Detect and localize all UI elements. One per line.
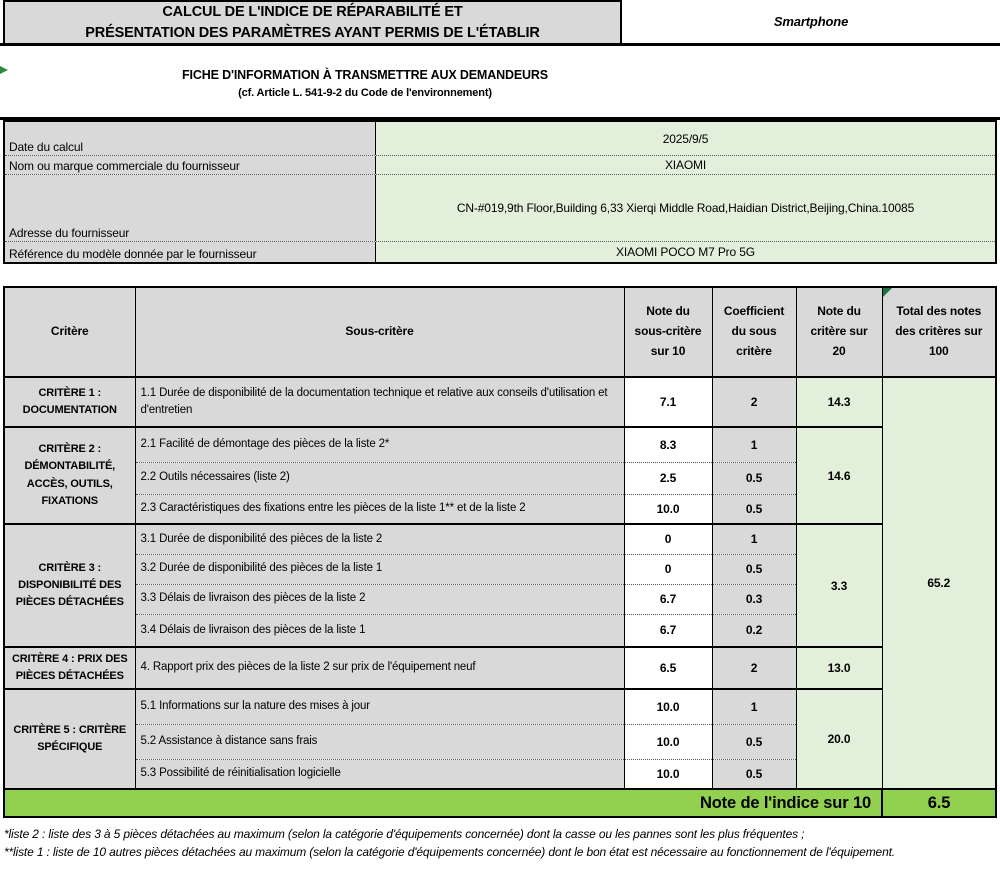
coefficient-cell: 1 [712, 689, 796, 724]
product-category-label: Smartphone [773, 14, 849, 29]
coefficient-cell: 2 [712, 377, 796, 427]
coefficient-cell: 0.2 [712, 614, 796, 647]
col-header-note-critere [796, 287, 882, 377]
page-title [3, 0, 622, 43]
cell-corner-flag-icon [883, 288, 892, 297]
info-label: Adresse du fournisseur [5, 175, 376, 241]
subcriterion-note-cell: 0 [624, 524, 712, 554]
coefficient-cell: 0.5 [712, 462, 796, 494]
table-row [4, 689, 996, 724]
info-label: Nom ou marque commerciale du fournisseur [5, 156, 376, 174]
subcriterion-cell: 5.1 Informations sur la nature des mises à jour [135, 689, 624, 724]
subcriterion-note-cell: 7.1 [624, 377, 712, 427]
info-label: Date du calcul [5, 122, 376, 155]
info-row [5, 155, 995, 174]
criterion-note-cell: 20.0 [796, 689, 882, 789]
subcriterion-cell: 5.3 Possibilité de réinitialisation logicielle [135, 759, 624, 789]
subcriterion-note-cell: 6.7 [624, 584, 712, 614]
coefficient-cell: 0.5 [712, 759, 796, 789]
coefficient-cell: 2 [712, 647, 796, 689]
page-title-line1: CALCUL DE L'INDICE DE RÉPARABILITÉ ET [162, 4, 463, 21]
header-strip [0, 0, 1000, 46]
fiche-legal-reference: (cf. Article L. 541-9-2 du Code de l'environnement) [238, 87, 492, 99]
index-result-bar [3, 790, 997, 818]
fiche-section [0, 46, 1000, 120]
criterion-note-cell: 13.0 [796, 647, 882, 689]
info-value: XIAOMI POCO M7 Pro 5G [376, 242, 995, 262]
coefficient-cell: 0.5 [712, 724, 796, 759]
fiche-subtitle-block [0, 46, 730, 99]
col-header-total [882, 287, 996, 377]
col-header-coefficient [712, 287, 796, 377]
index-result-label: Note de l'indice sur 10 [699, 793, 871, 812]
info-value: XIAOMI [376, 156, 995, 174]
fiche-title: FICHE D'INFORMATION À TRANSMETTRE AUX DEMANDEURS [182, 68, 548, 82]
subcriterion-cell: 2.3 Caractéristiques des fixations entre les pièces de la liste 1** et de la liste 2 [135, 494, 624, 524]
coefficient-cell: 0.3 [712, 584, 796, 614]
info-value: 2025/9/5 [376, 122, 995, 155]
total-notes-cell: 65.2 [882, 377, 996, 789]
subcriterion-cell: 1.1 Durée de disponibilité de la documentation technique et relative aux conseils d'utilisation et d'entretien [135, 377, 624, 427]
subcriterion-cell: 3.1 Durée de disponibilité des pièces de la liste 2 [135, 524, 624, 554]
spacer [0, 264, 1000, 286]
subcriterion-note-cell: 2.5 [624, 462, 712, 494]
subcriterion-cell: 2.1 Facilité de démontage des pièces de la liste 2* [135, 427, 624, 462]
subcriterion-cell: 5.2 Assistance à distance sans frais [135, 724, 624, 759]
criterion-cell: CRITÈRE 2 : DÉMONTABILITÉ, ACCÈS, OUTILS, FIXATIONS [4, 427, 135, 524]
subcriterion-cell: 4. Rapport prix des pièces de la liste 2 sur prix de l'équipement neuf [135, 647, 624, 689]
criterion-cell: CRITÈRE 4 : PRIX DES PIÈCES DÉTACHÉES [4, 647, 135, 689]
page-title-line2: PRÉSENTATION DES PARAMÈTRES AYANT PERMIS DE L'ÉTABLIR [85, 24, 540, 41]
coefficient-cell: 1 [712, 427, 796, 462]
table-row [4, 377, 996, 427]
green-arrow-icon [0, 66, 8, 74]
criterion-note-cell: 14.6 [796, 427, 882, 524]
subcriterion-note-cell: 10.0 [624, 724, 712, 759]
info-label: Référence du modèle donnée par le fournisseur [5, 242, 376, 262]
subcriterion-note-cell: 10.0 [624, 689, 712, 724]
footnote-liste1: **liste 1 : liste de 10 autres pièces détachées au maximum (selon la catégorie d'équipements concernée) dont le bon état est nécessaire au fonctionnement de l'équipement. [4, 845, 895, 859]
criterion-cell: CRITÈRE 5 : CRITÈRE SPÉCIFIQUE [4, 689, 135, 789]
info-row [5, 174, 995, 241]
coefficient-cell: 0.5 [712, 494, 796, 524]
subcriterion-note-cell: 10.0 [624, 759, 712, 789]
table-row [4, 524, 996, 554]
subcriterion-note-cell: 6.5 [624, 647, 712, 689]
coefficient-cell: 0.5 [712, 554, 796, 584]
subcriterion-cell: 3.2 Durée de disponibilité des pièces de la liste 1 [135, 554, 624, 584]
product-category-box [622, 0, 1000, 43]
subcriterion-note-cell: 10.0 [624, 494, 712, 524]
col-header-sous-critere [135, 287, 624, 377]
footnotes [4, 825, 996, 861]
subcriterion-note-cell: 6.7 [624, 614, 712, 647]
table-row [4, 647, 996, 689]
col-header-total-label: Total des notes des critères sur 100 [895, 304, 983, 358]
footnote-liste2: *liste 2 : liste des 3 à 5 pièces détachées au maximum (selon la catégorie d'équipements concernée) dont la casse ou les pannes sont les plus fréquentes ; [4, 827, 805, 841]
index-result-value: 6.5 [881, 790, 995, 816]
subcriterion-cell: 2.2 Outils nécessaires (liste 2) [135, 462, 624, 494]
subcriterion-cell: 3.4 Délais de livraison des pièces de la liste 1 [135, 614, 624, 647]
info-row [5, 122, 995, 155]
subcriterion-note-cell: 8.3 [624, 427, 712, 462]
subcriterion-note-cell: 0 [624, 554, 712, 584]
supplier-info-table [3, 120, 997, 264]
info-value: CN-#019,9th Floor,Building 6,33 Xierqi Middle Road,Haidian District,Beijing,China.10085 [376, 175, 995, 241]
criteria-score-table [3, 286, 997, 790]
coefficient-cell: 1 [712, 524, 796, 554]
criterion-note-cell: 3.3 [796, 524, 882, 647]
col-header-note-critere-label: Note du critère sur 20 [810, 304, 868, 358]
col-header-note-sous-critere-label: Note du sous-critère sur 10 [634, 304, 702, 358]
col-header-critere-label: Critère [50, 324, 89, 339]
criterion-cell: CRITÈRE 3 : DISPONIBILITÉ DES PIÈCES DÉTACHÉES [4, 524, 135, 647]
col-header-note-sous-critere [624, 287, 712, 377]
table-header-row [4, 287, 996, 377]
col-header-sous-critere-label: Sous-critère [345, 324, 414, 339]
criterion-note-cell: 14.3 [796, 377, 882, 427]
subcriterion-cell: 3.3 Délais de livraison des pièces de la liste 2 [135, 584, 624, 614]
table-row [4, 427, 996, 462]
col-header-coefficient-label: Coefficient du sous critère [723, 304, 785, 358]
criterion-cell: CRITÈRE 1 : DOCUMENTATION [4, 377, 135, 427]
info-row [5, 241, 995, 262]
col-header-critere [4, 287, 135, 377]
